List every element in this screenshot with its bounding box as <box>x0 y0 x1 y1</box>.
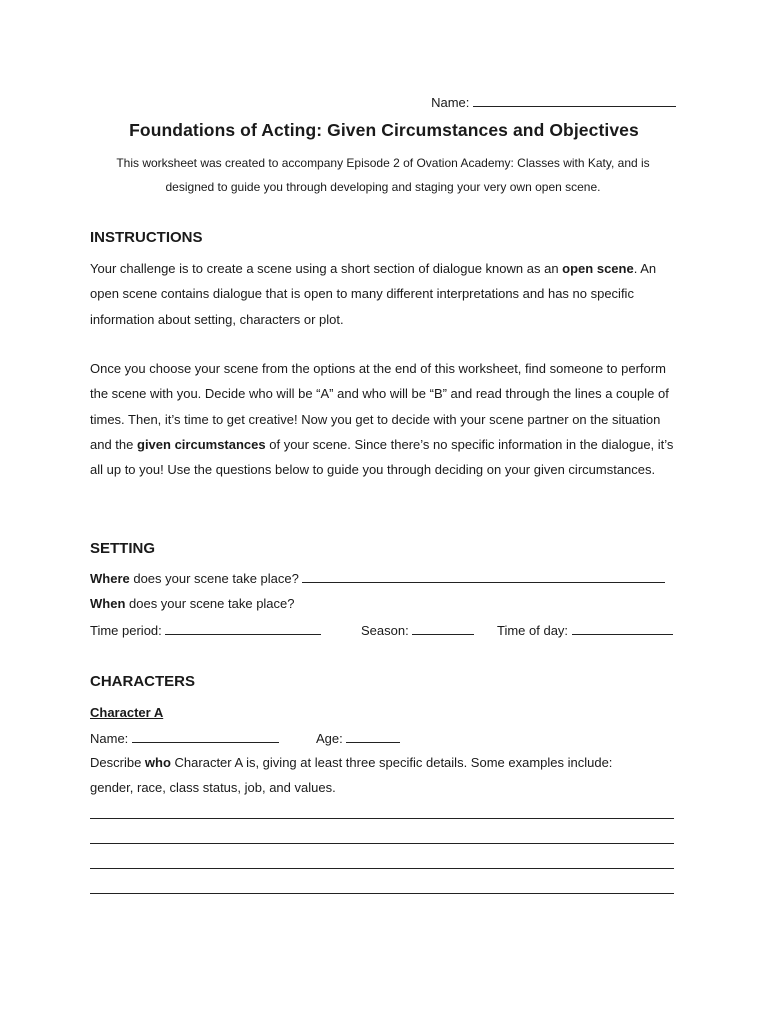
instructions-heading: INSTRUCTIONS <box>90 229 203 246</box>
describe-text-end: Character A is, giving at least three specific details. Some examples include: gender, race, class status, job, and values. <box>90 755 613 796</box>
name-field-row <box>431 94 676 110</box>
when-bold: When <box>90 596 126 611</box>
character-name-label: Name: <box>90 731 129 746</box>
answer-line[interactable] <box>90 868 674 869</box>
time-period-row <box>90 622 321 638</box>
intro-text: This worksheet was created to accompany Episode 2 of Ovation Academy: Classes with Katy, and is designed to guide you through developing and staging your very own open scene. <box>116 156 650 194</box>
when-question <box>90 596 295 611</box>
characters-heading: CHARACTERS <box>90 673 195 690</box>
instructions-p2-text-end: of your scene. Since there’s no specific information in the dialogue, it’s all up to you! Use the questions below to guide you through deciding on your given circumstances. <box>90 436 674 478</box>
answer-line[interactable] <box>90 818 674 819</box>
where-blank[interactable] <box>302 570 665 583</box>
instructions-p2-text: Once you choose your scene from the options at the end of this worksheet, find someone to perform the scene with you. Decide who will be “A” and who will be “B” and read through the lines a couple of times. Then, it’s time to get creative! Now you get to decide with your scene partner on the situation and the <box>90 361 669 452</box>
time-of-day-label: Time of day: <box>497 623 569 638</box>
time-of-day-blank[interactable] <box>572 622 673 635</box>
setting-heading: SETTING <box>90 540 156 557</box>
time-of-day-row <box>497 622 673 638</box>
character-name-blank[interactable] <box>132 730 279 743</box>
time-period-label: Time period: <box>90 623 162 638</box>
where-bold: Where <box>90 571 130 586</box>
instructions-p1-text-end: . An open scene contains dialogue that is open to many different interpretations and has no specific information about setting, characters or plot. <box>90 261 657 327</box>
when-text: does your scene take place? <box>125 596 295 611</box>
given-circumstances-term: given circumstances <box>137 436 266 452</box>
answer-line[interactable] <box>90 893 674 894</box>
describe-character-a <box>90 750 650 801</box>
season-label: Season: <box>361 623 409 638</box>
where-question <box>90 570 665 586</box>
character-a-name-row <box>90 730 279 746</box>
season-row <box>361 622 474 638</box>
season-blank[interactable] <box>412 622 474 635</box>
answer-line[interactable] <box>90 843 674 844</box>
describe-text: Describe <box>90 755 145 770</box>
instructions-paragraph-2 <box>90 356 680 482</box>
instructions-p1-text: Your challenge is to create a scene using a short section of dialogue known as an <box>90 261 563 276</box>
who-bold: who <box>144 755 171 770</box>
character-age-label: Age: <box>316 731 343 746</box>
character-a-label: Character A <box>90 705 164 720</box>
time-period-blank[interactable] <box>165 622 321 635</box>
page-title: Foundations of Acting: Given Circumstances and Objectives <box>129 120 639 140</box>
name-blank[interactable] <box>473 94 676 107</box>
where-text: does your scene take place? <box>129 571 299 586</box>
name-label: Name: <box>431 95 470 110</box>
character-a-age-row <box>316 730 400 746</box>
instructions-paragraph-1 <box>90 256 680 332</box>
open-scene-term: open scene <box>562 261 634 276</box>
character-age-blank[interactable] <box>346 730 400 743</box>
